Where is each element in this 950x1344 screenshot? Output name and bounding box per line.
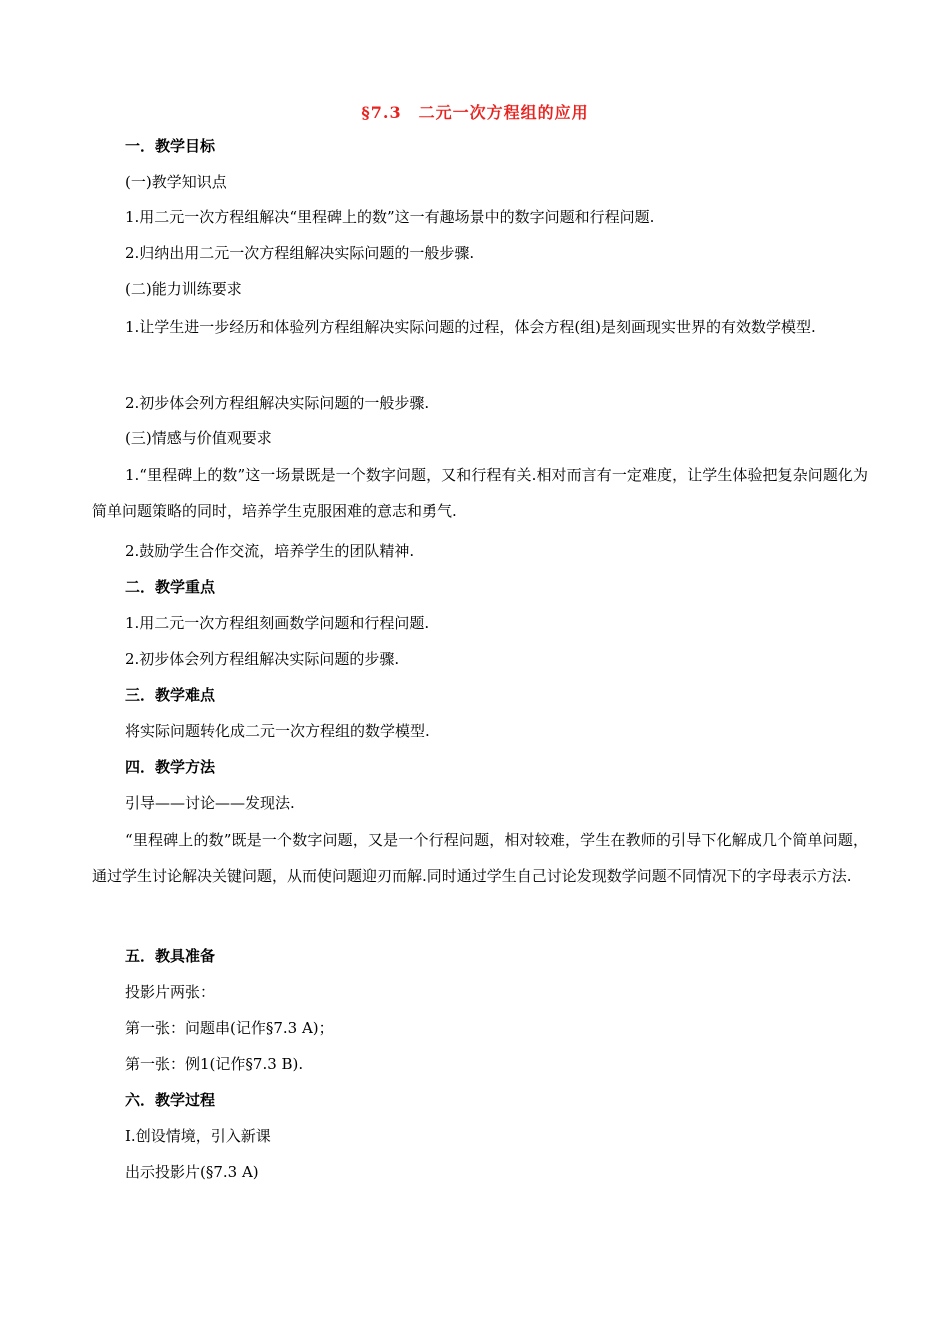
- paragraph: 第一张：例1(记作§7.3 B).: [125, 1055, 304, 1073]
- paragraph: 引导——讨论——发现法.: [125, 794, 295, 812]
- paragraph: 2.归纳出用二元一次方程组解决实际问题的一般步骤.: [125, 244, 475, 262]
- subheading-emotion: (三)情感与价值观要求: [125, 429, 272, 447]
- paragraph: 2.初步体会列方程组解决实际问题的步骤.: [125, 650, 400, 668]
- section-heading-key-points: 二．教学重点: [125, 578, 216, 596]
- section-heading-process: 六．教学过程: [125, 1091, 216, 1109]
- section-heading-methods: 四．教学方法: [125, 758, 216, 776]
- paragraph: 1.用二元一次方程组解决“里程碑上的数”这一有趣场景中的数字问题和行程问题.: [125, 208, 655, 226]
- subheading-knowledge: (一)教学知识点: [125, 173, 227, 191]
- page-title: §7.3 二元一次方程组的应用: [361, 103, 589, 122]
- paragraph: 1.让学生进一步经历和体验列方程组解决实际问题的过程，体会方程(组)是刻画现实世界的有效数学模型.: [125, 318, 816, 336]
- paragraph: 第一张：问题串(记作§7.3 A)；: [125, 1019, 334, 1037]
- paragraph: 投影片两张：: [125, 983, 216, 1001]
- section-heading-materials: 五．教具准备: [125, 947, 216, 965]
- section-heading-difficulties: 三．教学难点: [125, 686, 216, 704]
- section-heading-objectives: 一．教学目标: [125, 137, 216, 155]
- paragraph: “里程碑上的数”既是一个数字问题，又是一个行程问题，相对较难，学生在教师的引导下化解成几个简单问题，通过学生讨论解决关键问题，从而使问题迎刃而解.同时通过学生自己讨论发现数学问题不同情况下的字母表示方法.: [92, 831, 868, 885]
- paragraph: 将实际问题转化成二元一次方程组的数学模型.: [125, 722, 430, 740]
- paragraph: 2.鼓励学生合作交流，培养学生的团队精神.: [125, 542, 415, 560]
- paragraph: Ⅰ.创设情境，引入新课: [125, 1127, 271, 1145]
- paragraph: 出示投影片(§7.3 A): [125, 1163, 259, 1181]
- paragraph: 1.用二元一次方程组刻画数学问题和行程问题.: [125, 614, 430, 632]
- paragraph: 1.“里程碑上的数”这一场景既是一个数字问题，又和行程有关.相对而言有一定难度，让学生体验把复杂问题化为简单问题策略的同时，培养学生克服困难的意志和勇气.: [92, 466, 868, 520]
- subheading-ability: (二)能力训练要求: [125, 280, 242, 298]
- paragraph: 2.初步体会列方程组解决实际问题的一般步骤.: [125, 394, 430, 412]
